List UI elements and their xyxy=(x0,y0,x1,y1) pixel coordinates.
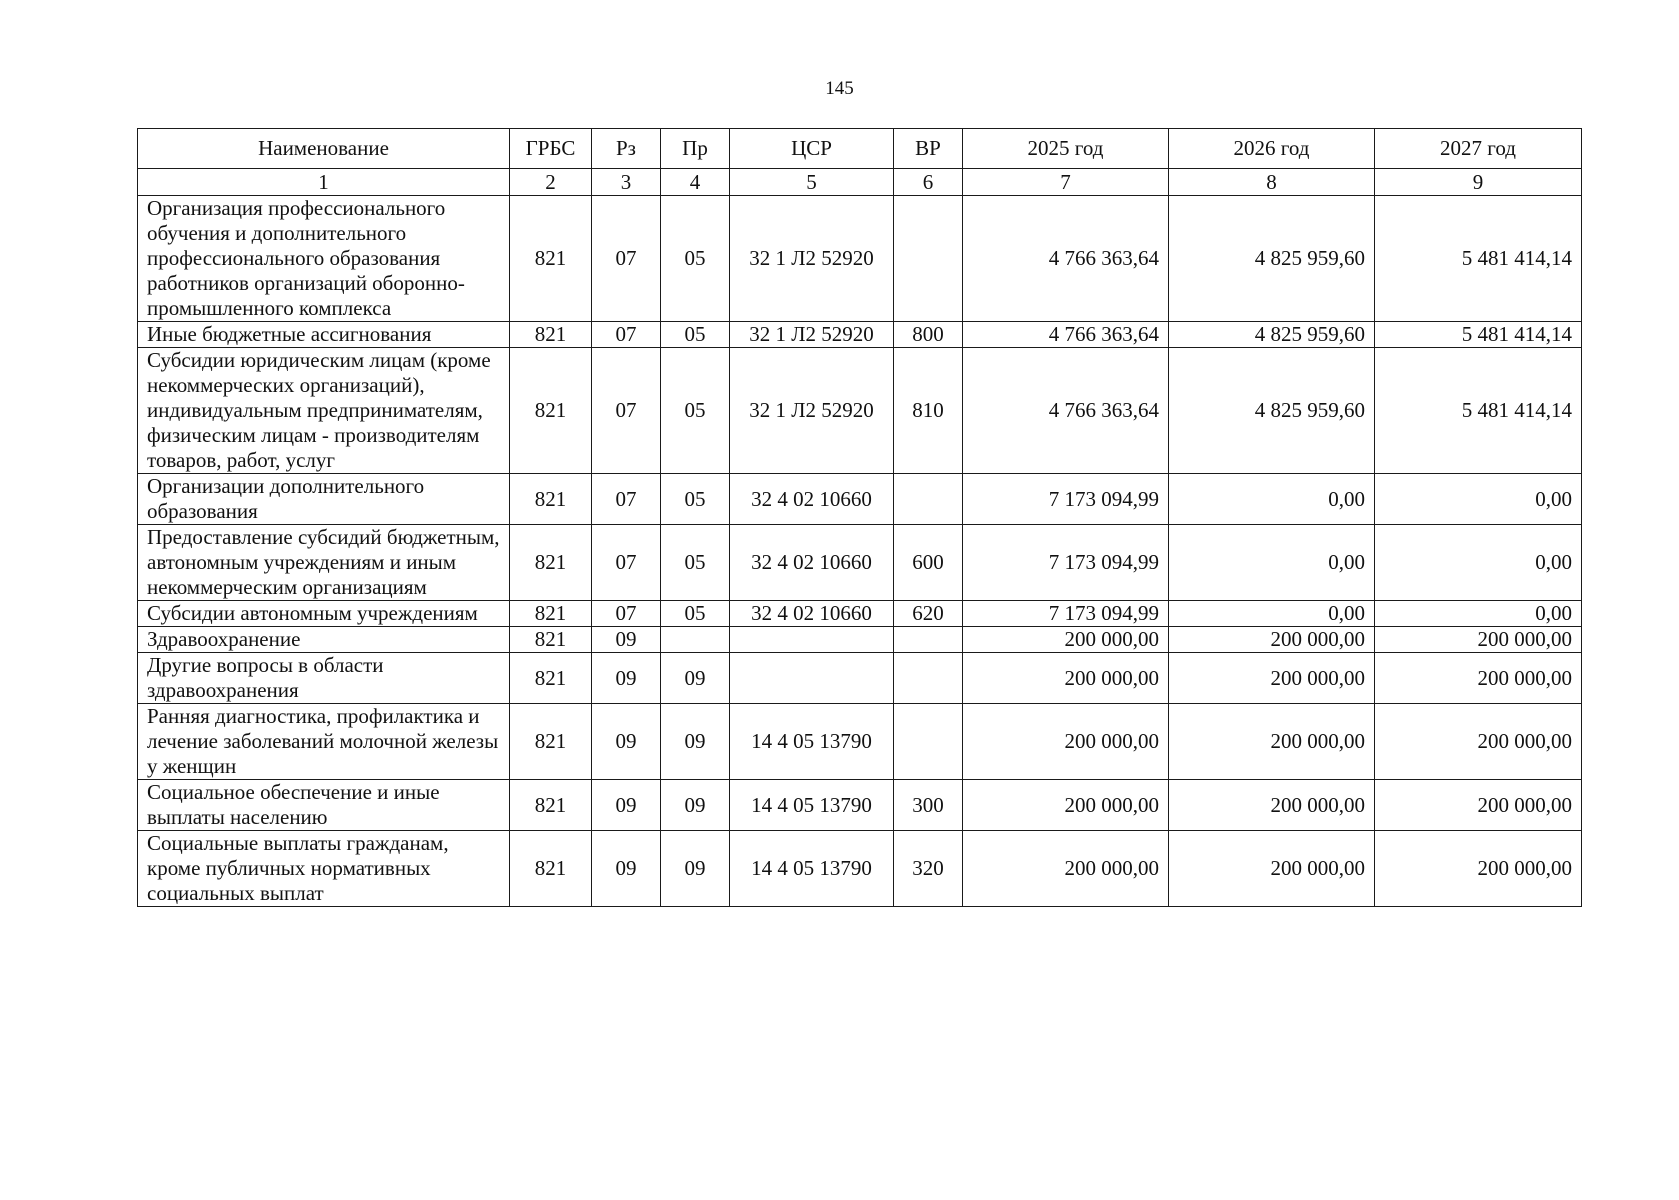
row-pr: 05 xyxy=(661,322,730,348)
column-number: 1 xyxy=(138,169,510,196)
row-amount-2026: 200 000,00 xyxy=(1169,704,1375,780)
row-name: Иные бюджетные ассигнования xyxy=(138,322,510,348)
column-number: 5 xyxy=(730,169,894,196)
row-rz: 09 xyxy=(592,780,661,831)
row-vr: 300 xyxy=(894,780,963,831)
column-number: 7 xyxy=(963,169,1169,196)
row-amount-2025: 7 173 094,99 xyxy=(963,525,1169,601)
row-pr: 05 xyxy=(661,601,730,627)
header-csr: ЦСР xyxy=(730,129,894,169)
column-number-row xyxy=(138,169,1582,196)
row-vr: 810 xyxy=(894,348,963,474)
column-number: 3 xyxy=(592,169,661,196)
row-vr xyxy=(894,704,963,780)
row-vr: 800 xyxy=(894,322,963,348)
row-csr xyxy=(730,627,894,653)
row-pr: 05 xyxy=(661,348,730,474)
budget-table xyxy=(137,128,1582,907)
header-2025: 2025 год xyxy=(963,129,1169,169)
page-number: 145 xyxy=(825,78,854,99)
table-row xyxy=(138,704,1582,780)
row-vr: 320 xyxy=(894,831,963,907)
row-rz: 09 xyxy=(592,627,661,653)
row-csr: 14 4 05 13790 xyxy=(730,831,894,907)
row-grbs: 821 xyxy=(510,474,592,525)
row-pr: 09 xyxy=(661,704,730,780)
row-rz: 09 xyxy=(592,704,661,780)
row-vr xyxy=(894,627,963,653)
table-row xyxy=(138,196,1582,322)
column-number: 2 xyxy=(510,169,592,196)
table-row xyxy=(138,653,1582,704)
row-csr: 32 1 Л2 52920 xyxy=(730,322,894,348)
row-rz: 07 xyxy=(592,474,661,525)
table-row xyxy=(138,348,1582,474)
row-amount-2027: 200 000,00 xyxy=(1375,627,1582,653)
row-amount-2025: 200 000,00 xyxy=(963,704,1169,780)
header-name: Наименование xyxy=(138,129,510,169)
column-number: 6 xyxy=(894,169,963,196)
row-grbs: 821 xyxy=(510,780,592,831)
row-csr xyxy=(730,653,894,704)
row-pr: 09 xyxy=(661,831,730,907)
row-grbs: 821 xyxy=(510,653,592,704)
row-csr: 32 1 Л2 52920 xyxy=(730,196,894,322)
row-name: Социальное обеспечение и иные выплаты населению xyxy=(138,780,510,831)
row-amount-2025: 200 000,00 xyxy=(963,627,1169,653)
row-grbs: 821 xyxy=(510,831,592,907)
row-csr: 32 4 02 10660 xyxy=(730,525,894,601)
header-rz: Рз xyxy=(592,129,661,169)
row-amount-2025: 7 173 094,99 xyxy=(963,474,1169,525)
row-amount-2025: 4 766 363,64 xyxy=(963,196,1169,322)
row-csr: 32 1 Л2 52920 xyxy=(730,348,894,474)
header-row xyxy=(138,129,1582,169)
row-amount-2027: 200 000,00 xyxy=(1375,831,1582,907)
row-pr: 05 xyxy=(661,525,730,601)
row-vr xyxy=(894,196,963,322)
row-amount-2026: 200 000,00 xyxy=(1169,627,1375,653)
row-amount-2026: 4 825 959,60 xyxy=(1169,196,1375,322)
header-grbs: ГРБС xyxy=(510,129,592,169)
row-name: Социальные выплаты гражданам, кроме публичных нормативных социальных выплат xyxy=(138,831,510,907)
row-csr: 14 4 05 13790 xyxy=(730,780,894,831)
row-amount-2027: 200 000,00 xyxy=(1375,780,1582,831)
row-name: Организация профессионального обучения и дополнительного профессионального образования работников организаций оборонно-промышленного комплекса xyxy=(138,196,510,322)
row-rz: 07 xyxy=(592,601,661,627)
row-amount-2026: 200 000,00 xyxy=(1169,831,1375,907)
row-name: Ранняя диагностика, профилактика и лечение заболеваний молочной железы у женщин xyxy=(138,704,510,780)
row-amount-2026: 200 000,00 xyxy=(1169,780,1375,831)
row-rz: 07 xyxy=(592,348,661,474)
row-name: Другие вопросы в области здравоохранения xyxy=(138,653,510,704)
row-amount-2027: 0,00 xyxy=(1375,525,1582,601)
row-amount-2025: 200 000,00 xyxy=(963,780,1169,831)
table-row xyxy=(138,780,1582,831)
row-amount-2025: 200 000,00 xyxy=(963,653,1169,704)
row-amount-2027: 5 481 414,14 xyxy=(1375,196,1582,322)
header-2027: 2027 год xyxy=(1375,129,1582,169)
row-pr: 09 xyxy=(661,653,730,704)
row-name: Организации дополнительного образования xyxy=(138,474,510,525)
row-rz: 07 xyxy=(592,196,661,322)
row-grbs: 821 xyxy=(510,525,592,601)
row-amount-2026: 4 825 959,60 xyxy=(1169,322,1375,348)
row-grbs: 821 xyxy=(510,348,592,474)
table-row xyxy=(138,474,1582,525)
row-pr xyxy=(661,627,730,653)
row-amount-2026: 4 825 959,60 xyxy=(1169,348,1375,474)
row-amount-2027: 200 000,00 xyxy=(1375,704,1582,780)
row-pr: 09 xyxy=(661,780,730,831)
row-vr: 620 xyxy=(894,601,963,627)
row-rz: 09 xyxy=(592,653,661,704)
row-csr: 14 4 05 13790 xyxy=(730,704,894,780)
row-rz: 07 xyxy=(592,322,661,348)
row-amount-2025: 4 766 363,64 xyxy=(963,322,1169,348)
row-amount-2027: 0,00 xyxy=(1375,474,1582,525)
row-amount-2027: 200 000,00 xyxy=(1375,653,1582,704)
row-amount-2026: 200 000,00 xyxy=(1169,653,1375,704)
row-name: Предоставление субсидий бюджетным, автономным учреждениям и иным некоммерческим организациям xyxy=(138,525,510,601)
row-name: Субсидии юридическим лицам (кроме некоммерческих организаций), индивидуальным предпринимателям, физическим лицам - производителям товаров, работ, услуг xyxy=(138,348,510,474)
row-vr xyxy=(894,653,963,704)
row-vr xyxy=(894,474,963,525)
header-pr: Пр xyxy=(661,129,730,169)
row-grbs: 821 xyxy=(510,627,592,653)
row-amount-2027: 0,00 xyxy=(1375,601,1582,627)
row-grbs: 821 xyxy=(510,196,592,322)
column-number: 9 xyxy=(1375,169,1582,196)
row-amount-2027: 5 481 414,14 xyxy=(1375,348,1582,474)
table-row xyxy=(138,627,1582,653)
table-row xyxy=(138,831,1582,907)
column-number: 4 xyxy=(661,169,730,196)
row-vr: 600 xyxy=(894,525,963,601)
table-row xyxy=(138,525,1582,601)
column-number: 8 xyxy=(1169,169,1375,196)
row-csr: 32 4 02 10660 xyxy=(730,474,894,525)
table-row xyxy=(138,322,1582,348)
row-csr: 32 4 02 10660 xyxy=(730,601,894,627)
row-amount-2026: 0,00 xyxy=(1169,601,1375,627)
header-vr: ВР xyxy=(894,129,963,169)
row-amount-2026: 0,00 xyxy=(1169,474,1375,525)
header-2026: 2026 год xyxy=(1169,129,1375,169)
row-amount-2025: 200 000,00 xyxy=(963,831,1169,907)
row-rz: 07 xyxy=(592,525,661,601)
row-amount-2027: 5 481 414,14 xyxy=(1375,322,1582,348)
row-pr: 05 xyxy=(661,474,730,525)
row-grbs: 821 xyxy=(510,601,592,627)
row-amount-2025: 7 173 094,99 xyxy=(963,601,1169,627)
row-amount-2025: 4 766 363,64 xyxy=(963,348,1169,474)
row-grbs: 821 xyxy=(510,322,592,348)
table-row xyxy=(138,601,1582,627)
row-amount-2026: 0,00 xyxy=(1169,525,1375,601)
row-rz: 09 xyxy=(592,831,661,907)
row-name: Субсидии автономным учреждениям xyxy=(138,601,510,627)
row-grbs: 821 xyxy=(510,704,592,780)
row-name: Здравоохранение xyxy=(138,627,510,653)
row-pr: 05 xyxy=(661,196,730,322)
